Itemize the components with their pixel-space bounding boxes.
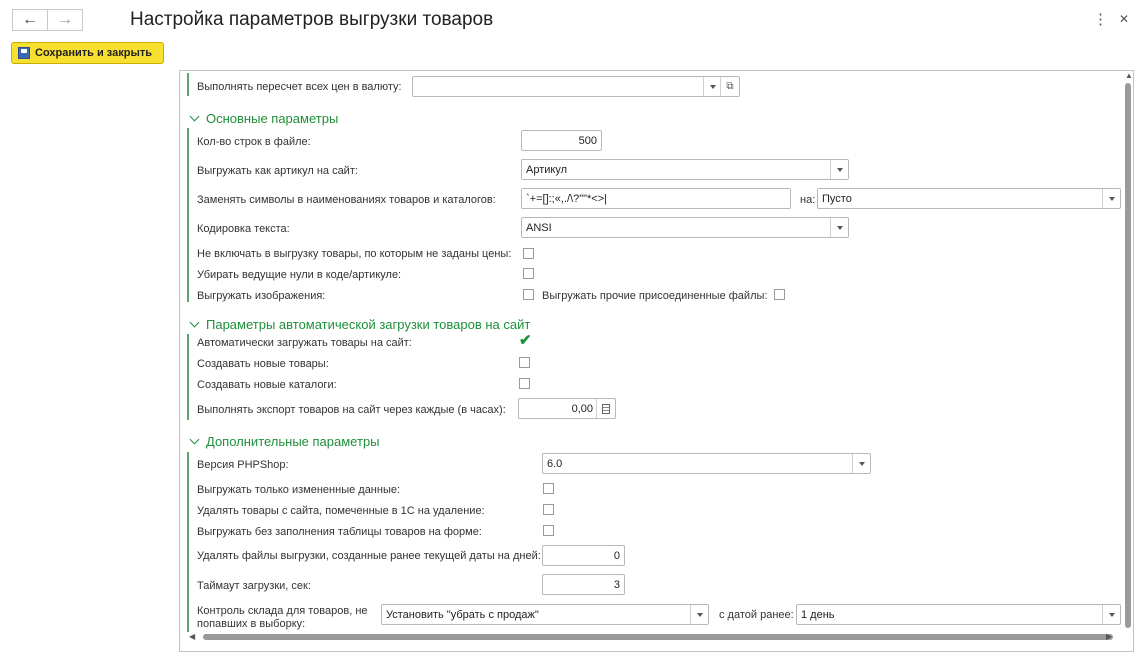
chevron-down-icon [190, 318, 200, 328]
create-goods-label: Создавать новые товары: [197, 358, 329, 370]
group-bar-top [187, 73, 189, 96]
export-interval-value: 0,00 [571, 402, 593, 415]
delete-files-input[interactable] [542, 545, 625, 566]
delete-files-value: 0 [613, 549, 620, 562]
group-bar-main [187, 128, 189, 302]
strip-zeros-label: Убирать ведущие нули в коде/артикуле: [197, 269, 402, 281]
delete-marked-checkbox[interactable] [543, 504, 554, 515]
vertical-scrollbar[interactable] [1123, 71, 1133, 639]
calculator-icon [602, 404, 610, 414]
phpshop-version-select[interactable] [542, 453, 871, 474]
export-other-files-label: Выгружать прочие присоединенные файлы: [542, 290, 768, 302]
phpshop-version-value: 6.0 [547, 457, 563, 470]
section-auto-title: Параметры автоматической загрузки товаров на сайт [206, 317, 531, 332]
close-icon: ✕ [1119, 12, 1130, 26]
stock-control-label-line2: попавших в выборку: [197, 618, 306, 630]
replace-to-value: Пусто [822, 192, 852, 205]
date-earlier-dropdown-button[interactable] [1102, 605, 1120, 624]
only-changed-label: Выгружать только измененные данные: [197, 484, 401, 496]
no-table-label: Выгружать без заполнения таблицы товаров на форме: [197, 526, 482, 538]
replace-to-dropdown-button[interactable] [1102, 189, 1120, 208]
arrow-right-icon: → [57, 11, 73, 28]
only-changed-checkbox[interactable] [543, 483, 554, 494]
rows-per-file-value: 500 [578, 134, 597, 147]
encoding-value: ANSI [526, 221, 552, 234]
currency-recalc-field[interactable] [412, 76, 740, 97]
arrow-left-icon: ← [22, 11, 38, 28]
create-goods-checkbox[interactable] [519, 357, 530, 368]
forward-button[interactable] [47, 9, 83, 31]
save-and-close-button[interactable] [11, 42, 164, 64]
auto-upload-label: Автоматически загружать товары на сайт: [197, 337, 412, 349]
encoding-label: Кодировка текста: [197, 223, 290, 235]
scroll-up-icon[interactable]: ▲ [1125, 71, 1133, 80]
export-interval-input[interactable] [518, 398, 616, 419]
currency-dropdown-button[interactable] [703, 77, 721, 96]
create-catalogs-checkbox[interactable] [519, 378, 530, 389]
horizontal-scroll-thumb[interactable] [203, 634, 1113, 640]
horizontal-scrollbar[interactable] [181, 632, 1121, 642]
floppy-disk-icon [18, 47, 30, 59]
replace-chars-input[interactable] [521, 188, 791, 209]
exclude-no-price-label: Не включать в выгрузку товары, по которым не заданы цены: [197, 248, 512, 260]
export-images-label: Выгружать изображения: [197, 290, 326, 302]
date-earlier-value: 1 день [801, 608, 835, 621]
more-menu-button[interactable] [1093, 10, 1108, 28]
open-icon[interactable]: ⧉ [720, 77, 739, 96]
no-table-checkbox[interactable] [543, 525, 554, 536]
rows-per-file-label: Кол-во строк в файле: [197, 136, 311, 148]
create-catalogs-label: Создавать новые каталоги: [197, 379, 337, 391]
stock-control-dropdown-button[interactable] [690, 605, 708, 624]
back-button[interactable] [12, 9, 48, 31]
section-main-header[interactable] [191, 111, 338, 126]
date-earlier-label: с датой ранее: [719, 609, 794, 621]
article-select[interactable] [521, 159, 849, 180]
timeout-input[interactable] [542, 574, 625, 595]
article-label: Выгружать как артикул на сайт: [197, 165, 358, 177]
stock-control-value: Установить "убрать с продаж" [386, 608, 539, 621]
chevron-down-icon [190, 112, 200, 122]
exclude-no-price-checkbox[interactable] [523, 248, 534, 259]
export-images-checkbox[interactable] [523, 289, 534, 300]
vertical-scroll-thumb[interactable] [1125, 83, 1131, 628]
replace-chars-label: Заменять символы в наименованиях товаров и каталогов: [197, 194, 496, 206]
timeout-label: Таймаут загрузки, сек: [197, 580, 311, 592]
section-extra-title: Дополнительные параметры [206, 434, 380, 449]
export-interval-label: Выполнять экспорт товаров на сайт через каждые (в часах): [197, 404, 506, 416]
phpshop-version-dropdown-button[interactable] [852, 454, 870, 473]
chevron-down-icon [190, 435, 200, 445]
delete-files-label: Удалять файлы выгрузки, созданные ранее текущей даты на дней: [197, 550, 541, 562]
currency-recalc-label: Выполнять пересчет всех цен в валюту: [197, 81, 402, 93]
encoding-dropdown-button[interactable] [830, 218, 848, 237]
replace-to-label: на: [800, 194, 816, 206]
replace-to-select[interactable] [817, 188, 1121, 209]
phpshop-version-label: Версия PHPShop: [197, 459, 289, 471]
group-bar-extra [187, 452, 189, 632]
auto-upload-checkbox[interactable] [519, 334, 532, 348]
stock-control-label-line1: Контроль склада для товаров, не [197, 605, 368, 617]
save-and-close-label: Сохранить и закрыть [35, 47, 152, 59]
rows-per-file-input[interactable] [521, 130, 602, 151]
delete-marked-label: Удалять товары с сайта, помеченные в 1С на удаление: [197, 505, 485, 517]
more-vertical-icon: ⋮ [1093, 11, 1108, 28]
date-earlier-select[interactable] [796, 604, 1121, 625]
export-other-files-checkbox[interactable] [774, 289, 785, 300]
section-main-title: Основные параметры [206, 111, 339, 126]
replace-chars-value: `+=[]:;«,./\?""*<>| [526, 192, 607, 205]
section-extra-header[interactable] [191, 434, 380, 449]
section-auto-header[interactable] [191, 317, 530, 332]
timeout-value: 3 [613, 578, 620, 591]
scroll-left-icon[interactable]: ◀ [189, 632, 196, 641]
article-value: Артикул [526, 163, 568, 176]
scroll-right-icon[interactable]: ▶ [1106, 632, 1113, 641]
checkmark-icon: ✔ [519, 332, 532, 349]
calculator-button[interactable] [596, 399, 615, 418]
stock-control-select[interactable] [381, 604, 709, 625]
article-dropdown-button[interactable] [830, 160, 848, 179]
page-title: Настройка параметров выгрузки товаров [130, 9, 494, 30]
encoding-select[interactable] [521, 217, 849, 238]
strip-zeros-checkbox[interactable] [523, 268, 534, 279]
group-bar-auto [187, 334, 189, 420]
close-button[interactable] [1119, 12, 1129, 26]
